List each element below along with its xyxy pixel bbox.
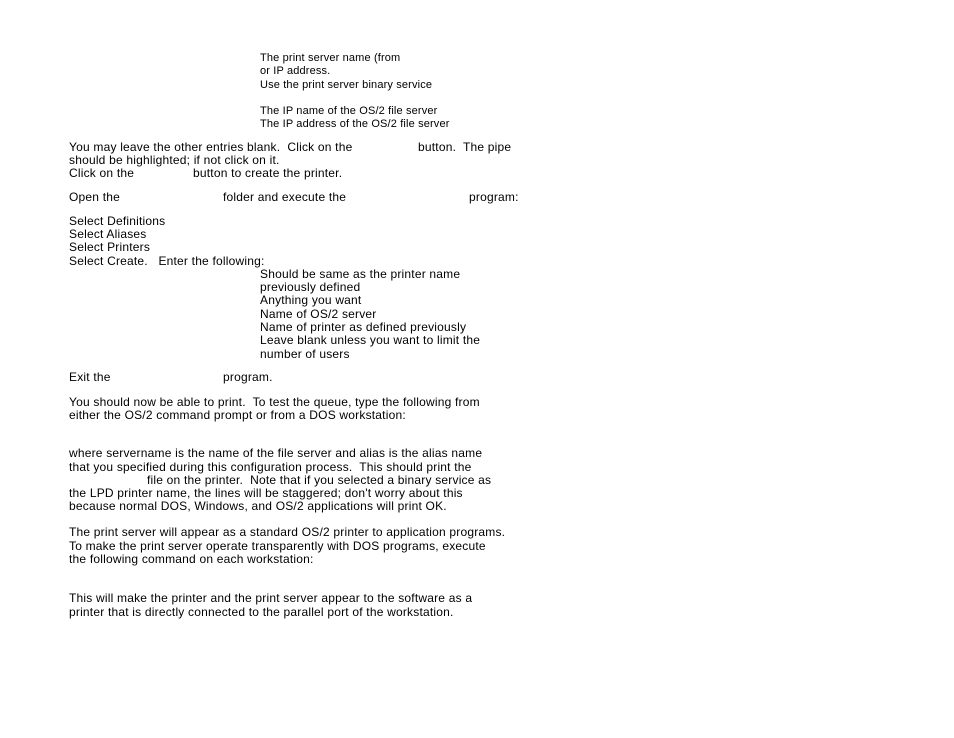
para1-line3-a: Click on the xyxy=(69,166,135,180)
para2-line1: You should now be able to print. To test the queue, type the following from xyxy=(69,395,480,409)
para5-line1: This will make the printer and the print server appear to the software as a xyxy=(69,591,473,605)
para3-line3: file on the printer. Note that if you selected a binary service as xyxy=(147,473,492,487)
field-desc-6: Leave blank unless you want to limit the xyxy=(260,333,481,347)
step-aliases: Select Aliases xyxy=(69,227,147,241)
definition-file-server-ip-address: The IP address of the OS/2 file server xyxy=(260,118,450,130)
definition-print-server-name: The print server name (from xyxy=(260,52,401,64)
para1-line2: should be highlighted; if not click on it. xyxy=(69,153,280,167)
definition-binary-service: Use the print server binary service xyxy=(260,79,433,91)
open-line-a: Open the xyxy=(69,190,120,204)
para1-line1-b: button. The pipe xyxy=(418,140,512,154)
definition-ip-address: or IP address. xyxy=(260,65,331,77)
para4-line2: To make the print server operate transparently with DOS programs, execute xyxy=(69,539,486,553)
field-desc-3: Anything you want xyxy=(260,293,362,307)
para5-line2: printer that is directly connected to the parallel port of the workstation. xyxy=(69,605,454,619)
field-desc-2: previously defined xyxy=(260,280,361,294)
para1-line3-b: button to create the printer. xyxy=(193,166,343,180)
field-desc-4: Name of OS/2 server xyxy=(260,307,377,321)
exit-line-b: program. xyxy=(223,370,273,384)
para3-line2: that you specified during this configuration process. This should print the xyxy=(69,460,472,474)
step-create: Select Create. Enter the following: xyxy=(69,254,265,268)
field-desc-7: number of users xyxy=(260,347,350,361)
para3-line4: the LPD printer name, the lines will be staggered; don't worry about this xyxy=(69,486,463,500)
step-definitions: Select Definitions xyxy=(69,214,166,228)
para3-line1: where servername is the name of the file server and alias is the alias name xyxy=(69,446,483,460)
open-line-b: folder and execute the xyxy=(223,190,347,204)
exit-line-a: Exit the xyxy=(69,370,111,384)
para1-line1-a: You may leave the other entries blank. Click on the xyxy=(69,140,353,154)
field-desc-5: Name of printer as defined previously xyxy=(260,320,467,334)
definition-file-server-ip-name: The IP name of the OS/2 file server xyxy=(260,105,438,117)
para4-line3: the following command on each workstation: xyxy=(69,552,314,566)
open-line-c: program: xyxy=(469,190,519,204)
para4-line1: The print server will appear as a standard OS/2 printer to application programs. xyxy=(69,525,506,539)
para2-line2: either the OS/2 command prompt or from a DOS workstation: xyxy=(69,408,406,422)
para3-line5: because normal DOS, Windows, and OS/2 applications will print OK. xyxy=(69,499,447,513)
step-printers: Select Printers xyxy=(69,240,151,254)
field-desc-1: Should be same as the printer name xyxy=(260,267,461,281)
